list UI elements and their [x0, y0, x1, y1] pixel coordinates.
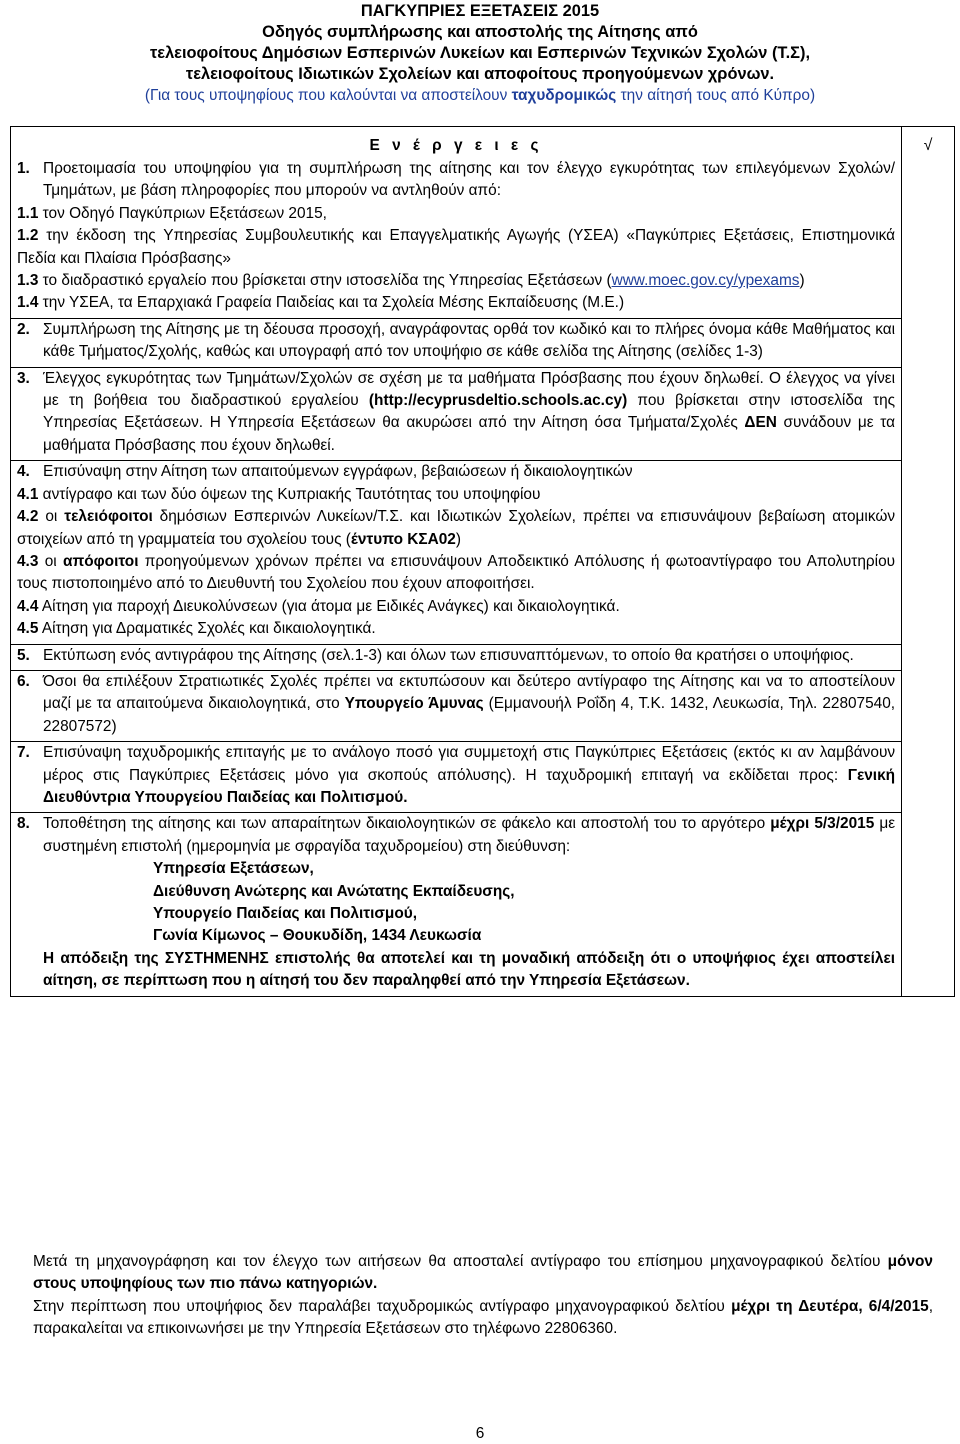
note-post: την αίτησή τους από Κύπρο) — [616, 87, 816, 104]
step-2-text: Συμπλήρωση της Αίτησης με τη δέουσα προσοχή, αναγράφοντας ορθά τον κωδικό και το πλήρες όνομα κάθε Μαθήματος και κάθε Τμήματος/Σχολής, καθώς και υπογραφή από τον υποψήφιο σε κάθε σελίδα της Αίτησης (σελίδες 1-3) — [43, 320, 896, 361]
header-line-4: τελειοφοίτους Ιδιωτικών Σχολείων και αποφοίτους προηγούμενων χρόνων. — [185, 65, 775, 83]
step-8-bold: μέχρι 5/3/2015 — [770, 815, 875, 833]
header-line-3: τελειοφοίτους Δημόσιων Εσπερινών Λυκείων και Εσπερινών Τεχνικών Σχολών (Τ.Σ), — [149, 44, 811, 62]
step-4-2-c: δημόσιων Εσπερινών Λυκείων/Τ.Σ. και Ιδιωτικών Σχολείων, πρέπει να επισυνάψουν βεβαίωση ατομικών στοιχείων από τη γραμματεία του σχολείου τους ( — [17, 508, 896, 548]
closing-paragraph-2 — [33, 1296, 933, 1341]
step-2-num: 2. — [17, 320, 30, 338]
address-line-3: Υπουργείο Παιδείας και Πολιτισμού, — [153, 905, 417, 922]
note-pre: (Για τους υποψηφίους που καλούνται να αποστείλουν — [144, 87, 512, 104]
step-8-text1: Τοποθέτηση της αίτησης και των απαραίτητων δικαιολογητικών σε φάκελο και αποστολή του το αργότερο — [43, 815, 771, 833]
step-7 — [11, 741, 901, 812]
step-1-4-text: την ΥΣΕΑ, τα Επαρχιακά Γραφεία Παιδείας και τα Σχολεία Μέσης Εκπαίδευσης (Μ.Ε.) — [38, 294, 625, 312]
step-4-1-num: 4.1 — [17, 485, 39, 503]
step-8-text2: με συστημένη επιστολή (ημερομηνία με σφραγίδα ταχυδρομείου) στη διεύθυνση: — [43, 815, 896, 855]
document-header — [0, 0, 960, 107]
step-4-2-d: έντυπο ΚΣΑ02 — [350, 530, 456, 548]
closing-notes — [33, 1251, 933, 1341]
step-3-text2: που βρίσκεται στην ιστοσελίδα της Υπηρεσίας Εξετάσεων. Η Υπηρεσία Εξετάσεων θα ακυρώσει από την Αίτηση όσα Τμήματα/Σχολές — [43, 392, 896, 432]
check-mark-icon: √ — [923, 137, 933, 154]
step-4-3-c: προηγούμενων χρόνων πρέπει να επισυνάψουν Αποδεικτικό Απόλυσης ή φωτοαντίγραφο του Απολυτηρίου τους πιστοποιημένο από το Διευθυντή του Σχολείου που έχουν αποφοιτήσει. — [17, 552, 896, 593]
step-8-final: Η απόδειξη της ΣΥΣΤΗΜΕΝΗΣ επιστολής θα αποτελεί και τη μοναδική απόδειξη ότι ο υποψήφιος έχει αποστείλει αίτηση, σε περίπτωση που η αίτησή του δεν παραληφθεί από την Υπηρεσία Εξετάσεων. — [43, 949, 896, 990]
step-3-den: ΔΕΝ — [744, 414, 777, 432]
address-line-4: Γωνία Κίμωνος – Θουκυδίδη, 1434 Λευκωσία — [153, 927, 482, 945]
step-4-3-b: απόφοιτοι — [63, 552, 139, 570]
step-4-1-text: αντίγραφο και των δύο όψεων της Κυπριακής Ταυτότητας του υποψηφίου — [38, 485, 541, 503]
step-4-2-e: ) — [455, 530, 461, 548]
step-2 — [11, 318, 901, 367]
step-1-1-text: τον Οδηγό Παγκύπριων Εξετάσεων 2015, — [38, 204, 327, 222]
step-4-5-text: Αίτηση για Δραματικές Σχολές και δικαιολογητικά. — [38, 620, 376, 638]
step-4-2-a: οι — [38, 508, 65, 526]
step-3-text3: συνάδουν με τα μαθήματα Πρόσβασης που έχουν δηλωθεί. — [43, 414, 896, 454]
header-line-2: Οδηγός συμπλήρωσης και αποστολής της Αίτησης από — [262, 23, 698, 41]
step-6-text2: (Εμμανουήλ Ροΐδη 4, Τ.Κ. 1432, Λευκωσία, Τηλ. 22807540, 22807572) — [43, 695, 896, 735]
address-line-1: Υπηρεσία Εξετάσεων, — [153, 860, 314, 878]
step-6-num: 6. — [17, 672, 30, 690]
note-bold: ταχυδρομικώς — [511, 87, 617, 104]
step-1-3-close: ) — [799, 272, 805, 290]
step-3 — [11, 367, 901, 461]
step-4 — [11, 460, 901, 643]
p2-b: μέχρι τη Δευτέρα, 6/4/2015 — [731, 1297, 929, 1315]
step-1 — [11, 158, 901, 318]
p1-b: μόνον στους υποψηφίους των πιο πάνω κατηγοριών. — [33, 1253, 933, 1293]
p1-a: Μετά τη μηχανογράφηση και τον έλεγχο των αιτήσεων θα αποσταλεί αντίγραφο του επίσημου μηχανογραφικού δελτίου — [33, 1253, 888, 1270]
actions-column — [11, 127, 902, 997]
step-3-num: 3. — [17, 369, 30, 387]
step-4-4-num: 4.4 — [17, 597, 39, 615]
step-7-num: 7. — [17, 744, 30, 762]
step-1-2-num: 1.2 — [17, 227, 39, 245]
step-4-5-num: 4.5 — [17, 620, 39, 638]
step-1-4-num: 1.4 — [17, 294, 39, 312]
step-5-text: Εκτύπωση ενός αντιγράφου της Αίτησης (σελ.1-3) και όλων των επισυναπτόμενων, το οποίο θα κρατήσει ο υποψήφιος. — [43, 646, 854, 664]
step-1-1-num: 1.1 — [17, 204, 39, 222]
closing-paragraph-1 — [33, 1251, 933, 1296]
ecyprus-link[interactable]: (http://ecyprusdeltio.schools.ac.cy) — [368, 392, 628, 410]
step-1-num: 1. — [17, 160, 30, 177]
header-line-1: ΠΑΓΚΥΠΡΙΕΣ ΕΞΕΤΑΣΕΙΣ 2015 — [360, 2, 600, 20]
step-4-3-num: 4.3 — [17, 552, 39, 570]
step-3-text1: Έλεγχος εγκυρότητας των Τμημάτων/Σχολών σε σχέση με τα μαθήματα Πρόσβασης που έχουν δηλωθεί. Ο έλεγχος να γίνει με τη βοήθεια του διαδραστικού εργαλείου — [43, 369, 896, 410]
step-1-3-num: 1.3 — [17, 272, 39, 290]
step-5-num: 5. — [17, 646, 30, 664]
actions-table — [10, 126, 955, 997]
ypexams-link[interactable]: www.moec.gov.cy/ypexams — [611, 272, 800, 290]
section-title: Ε ν έ ρ γ ε ι ε ς — [369, 137, 543, 154]
step-4-3-a: οι — [38, 552, 64, 570]
step-8-num: 8. — [17, 815, 30, 833]
tick-column — [902, 127, 955, 997]
step-6-bold: Υπουργείο Άμυνας — [344, 695, 484, 713]
step-5 — [11, 644, 901, 670]
step-8 — [11, 812, 901, 995]
step-6 — [11, 670, 901, 741]
step-4-4-text: Αίτηση για παροχή Διευκολύνσεων (για άτομα με Ειδικές Ανάγκες) και δικαιολογητικά. — [38, 597, 620, 615]
step-4-num: 4. — [17, 463, 30, 481]
header-note — [0, 85, 960, 107]
page-number: 6 — [475, 1425, 485, 1442]
step-1-text: Προετοιμασία του υποψηφίου για τη συμπλήρωση της αίτησης και τον έλεγχο εγκυρότητας των επιλεγόμενων Σχολών/Τμημάτων, με βάση πληροφορίες που μπορούν να αντληθούν από: — [43, 160, 896, 200]
p2-c: , παρακαλείται να επικοινωνήσει με την Υπηρεσία Εξετάσεων στο τηλέφωνο 22806360. — [33, 1297, 933, 1338]
step-1-2-text: την έκδοση της Υπηρεσίας Συμβουλευτικής και Επαγγελματικής Αγωγής (ΥΣΕΑ) «Παγκύπριες Εξετάσεις, Επιστημονικά Πεδία και Πλαίσια Πρόσβασης» — [17, 227, 896, 267]
step-4-2-b: τελειόφοιτοι — [64, 508, 153, 526]
step-7-text1: Επισύναψη ταχυδρομικής επιταγής με το ανάλογο ποσό για συμμετοχή στις Παγκύπριες Εξετάσεις (εκτός κι αν λαμβάνουν μέρος στις Παγκύπριες Εξετάσεις μόνο για σκοπούς απόλυσης). Η ταχυδρομική επιταγή να εκδίδεται προς: — [43, 744, 896, 784]
p2-a: Στην περίπτωση που υποψήφιος δεν παραλάβει ταχυδρομικώς αντίγραφο μηχανογραφικού δελτίου — [33, 1297, 732, 1315]
step-4-2-num: 4.2 — [17, 508, 39, 526]
step-1-3-text: το διαδραστικό εργαλείο που βρίσκεται στην ιστοσελίδα της Υπηρεσίας Εξετάσεων ( — [38, 272, 612, 290]
address-line-2: Διεύθυνση Ανώτερης και Ανώτατης Εκπαίδευσης, — [153, 882, 515, 900]
step-4-text: Επισύναψη στην Αίτηση των απαιτούμενων εγγράφων, βεβαιώσεων ή δικαιολογητικών — [43, 463, 633, 481]
step-6-text1: Όσοι θα επιλέξουν Στρατιωτικές Σχολές πρέπει να εκτυπώσουν και δεύτερο αντίγραφο της Αίτησης και να το αποστείλουν μαζί με τα απαιτούμενα δικαιολογητικά, στο — [43, 672, 896, 713]
step-7-bold: Γενική Διευθύντρια Υπουργείου Παιδείας και Πολιτισμού. — [43, 766, 896, 806]
